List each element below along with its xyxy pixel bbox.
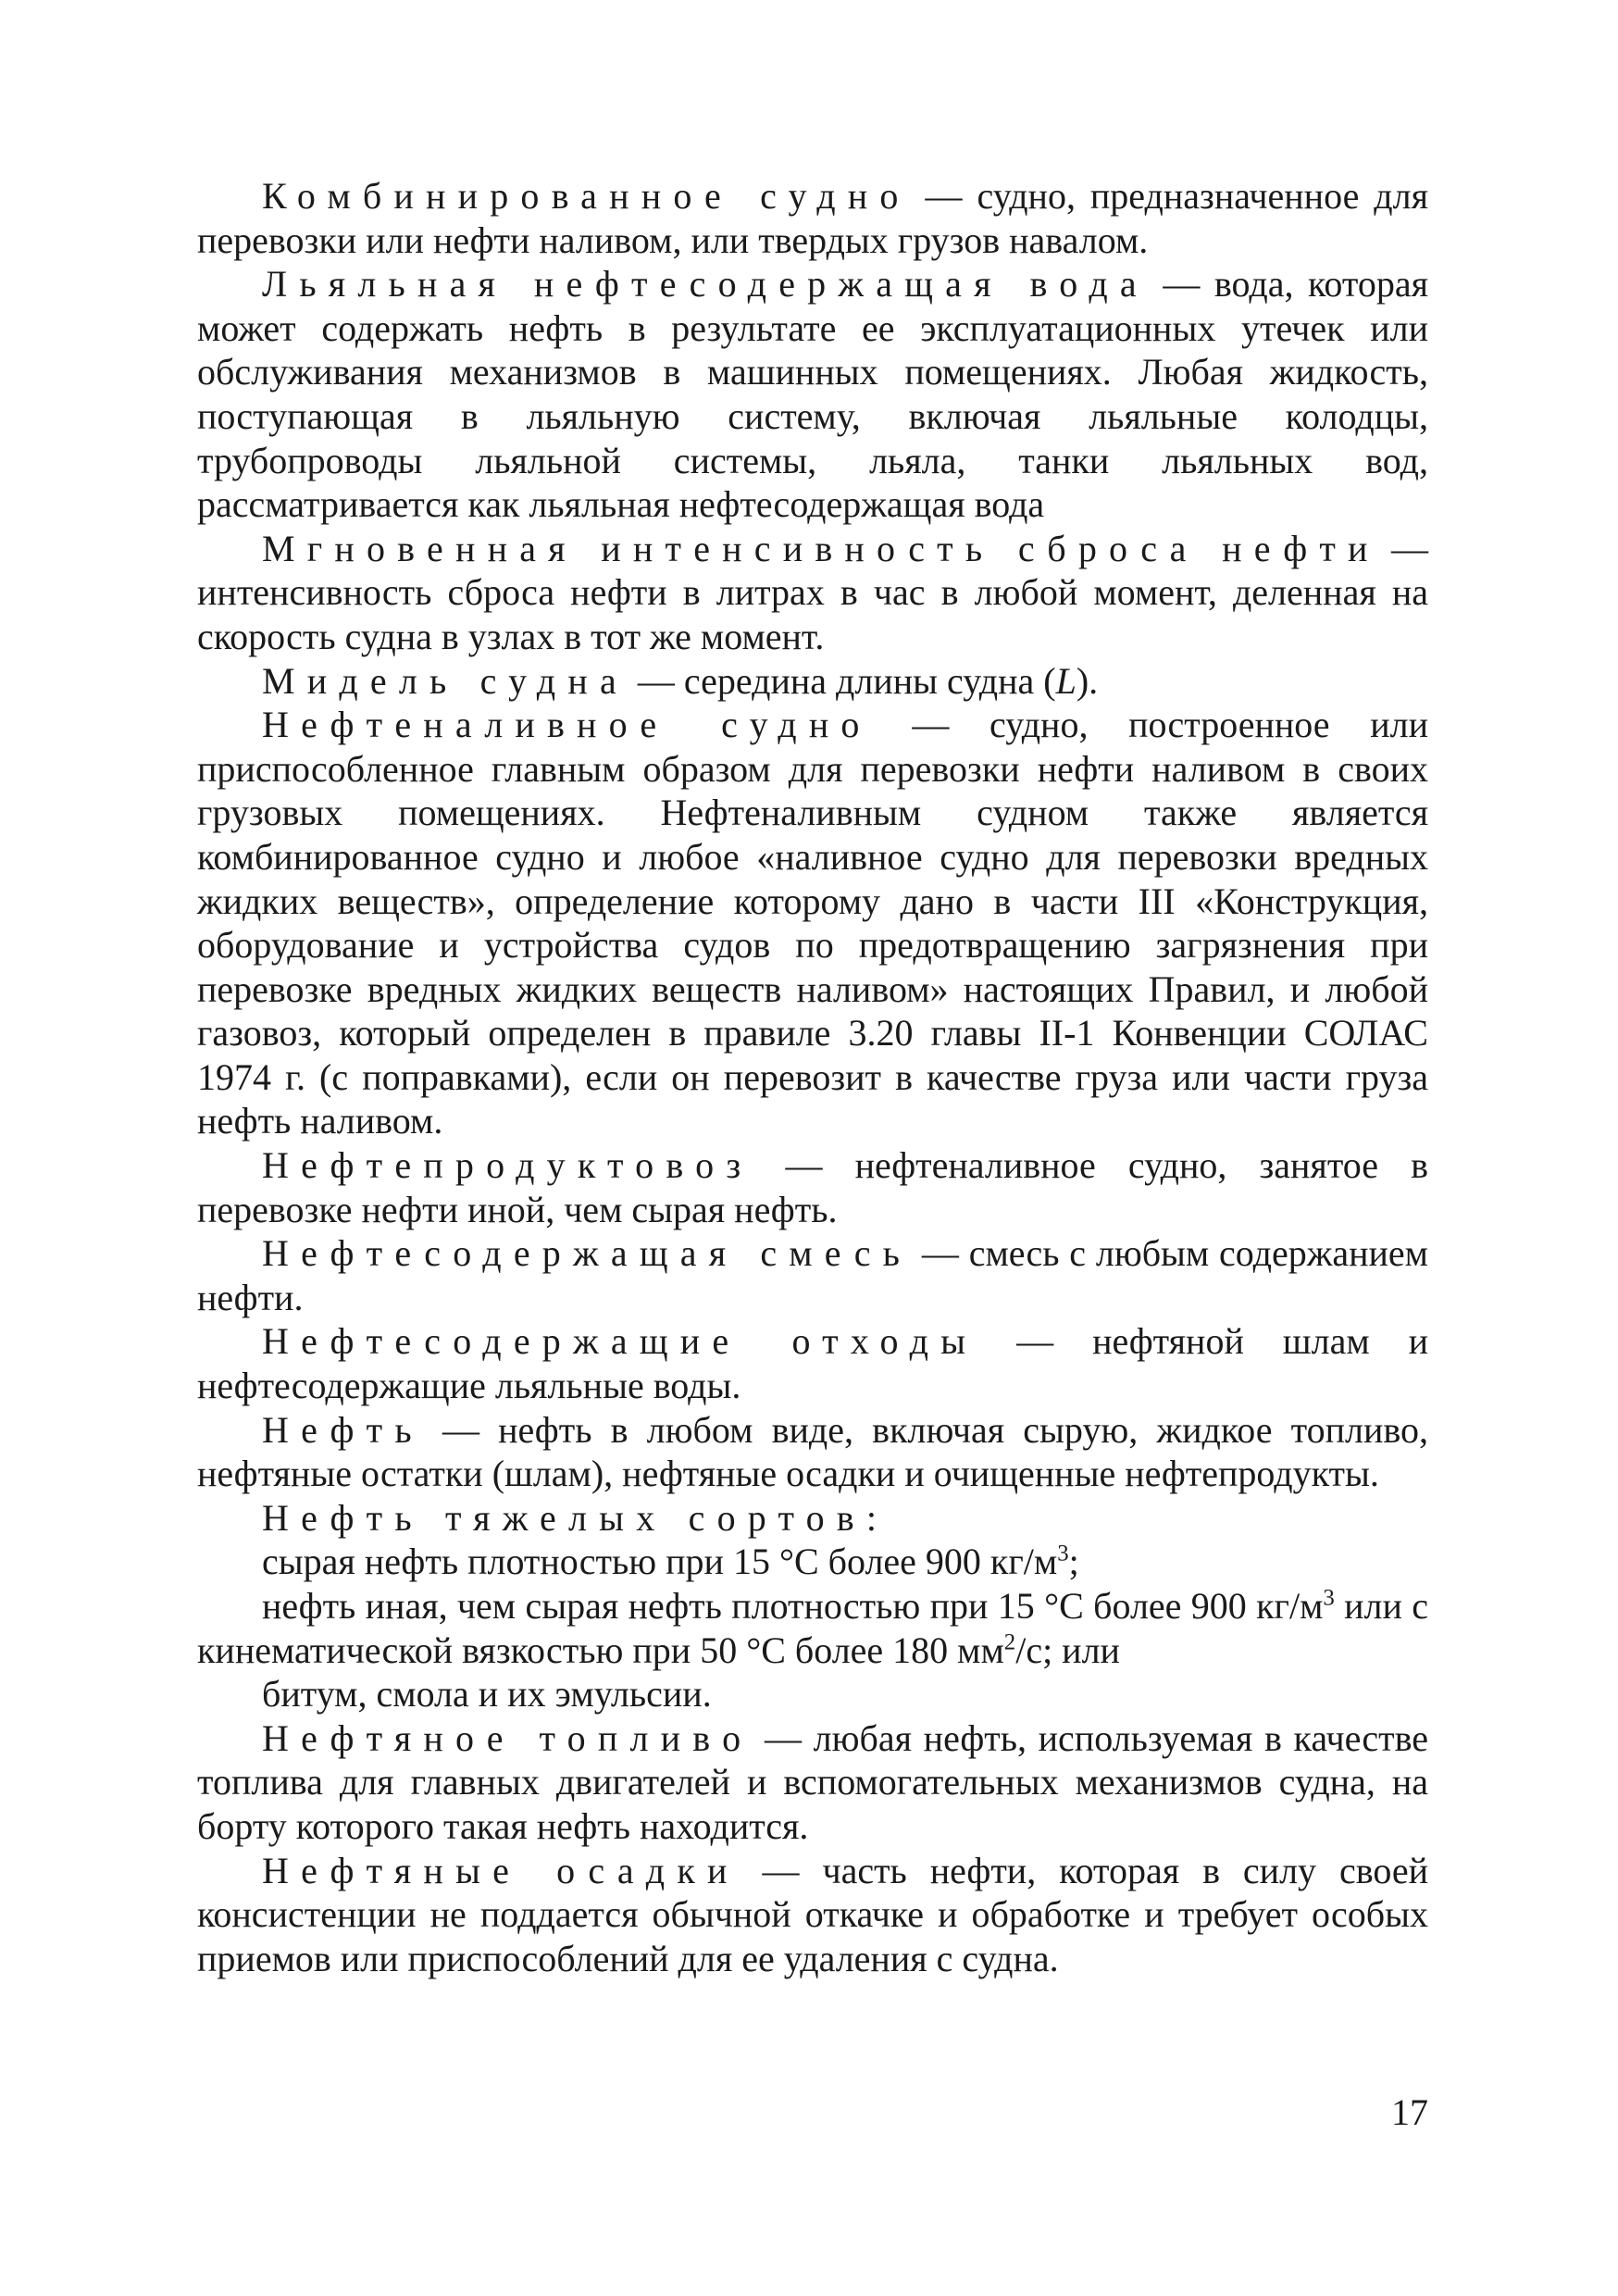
term: Мидель судна bbox=[262, 659, 629, 702]
definition: битум, смола и их эмульсии. bbox=[262, 1673, 712, 1716]
definition: — нефтеналивное судно, занятое в перевозке нефти иной, чем сырая нефть. bbox=[197, 1144, 1428, 1230]
length-symbol: L bbox=[1055, 659, 1077, 702]
paragraph-bilge-water bbox=[197, 262, 1428, 527]
definition-tail: ; bbox=[1068, 1541, 1079, 1583]
definition: сырая нефть плотностью при 15 °С более 900 кг/м bbox=[262, 1541, 1058, 1583]
definition-tail: или с кинематической вязкостью при 50 °С более 180 мм bbox=[197, 1585, 1429, 1671]
paragraph-instant-discharge-rate bbox=[197, 527, 1428, 659]
definition: — судно, предназначенное для перевозки или нефти наливом, или твердых грузов навалом. bbox=[197, 175, 1428, 261]
paragraph-product-carrier bbox=[197, 1143, 1428, 1231]
paragraph-combined-ship bbox=[197, 174, 1428, 262]
definition-tail: ). bbox=[1076, 659, 1099, 702]
definition: — середина длины судна ( bbox=[628, 659, 1056, 702]
paragraph-oily-waste bbox=[197, 1319, 1428, 1407]
term: Нефтепродуктовоз bbox=[262, 1144, 753, 1187]
superscript: 3 bbox=[1057, 1541, 1069, 1567]
paragraph-oil-fuel bbox=[197, 1716, 1428, 1849]
definition: — смесь с любым содержанием нефти. bbox=[197, 1232, 1428, 1318]
paragraph-heavy-oil-bitumen bbox=[197, 1672, 1428, 1716]
definition: — часть нефти, которая в силу своей консистенции не поддается обычной откачке и обработке и требует особых приемов или приспособлений для ее удаления с судна. bbox=[197, 1849, 1428, 1979]
definition: — нефть в любом виде, включая сырую, жидкое топливо, нефтяные остатки (шлам), нефтяные осадки и очищенные нефтепродукты. bbox=[197, 1408, 1428, 1495]
paragraph-heavy-oil-crude bbox=[197, 1540, 1428, 1584]
definition: — вода, которая может содержать нефть в результате ее эксплуатационных утечек или обслуживания механизмов в машинных помещениях. Любая жидкость, поступающая в льяльную систему, включая льяльные колодцы, трубопроводы льяльной системы, льяла, танки льяльных вод, рассматривается как льяльная нефтесодержащая вода bbox=[197, 263, 1428, 526]
paragraph-oil bbox=[197, 1408, 1428, 1496]
page-number: 17 bbox=[1391, 2091, 1428, 2133]
definition: — судно, построенное или приспособленное главным образом для перевозки нефти наливом в своих грузовых помещениях. Нефтеналивным судном также является комбинированное судно и любое «наливное судно для перевозки вредных жидких веществ», определение которому дано в части III «Конструкция, оборудование и устройства судов по предотвращению загрязнения при перевозке вредных жидких веществ наливом» настоящих Правил, и любой газовоз, который определен в правиле 3.20 главы II-1 Конвенции СОЛАС 1974 г. (с поправками), если он перевозит в качестве груза или части груза нефть наливом. bbox=[197, 704, 1428, 1142]
term: Нефть тяжелых сортов: bbox=[262, 1496, 890, 1539]
paragraph-oil-residue bbox=[197, 1849, 1428, 1981]
definition: нефть иная, чем сырая нефть плотностью при 15 °С более 900 кг/м bbox=[262, 1585, 1324, 1627]
definition: — нефтяной шлам и нефтесодержащие льяльные воды. bbox=[197, 1320, 1428, 1407]
definition: — интенсивность сброса нефти в литрах в час в любой момент, деленная на скорость судна в узлах в тот же момент. bbox=[197, 527, 1428, 657]
term: Нефтесодержащая смесь bbox=[262, 1232, 913, 1275]
term: Нефтеналивное судно bbox=[262, 704, 872, 746]
term: Нефтесодержащие отходы bbox=[262, 1320, 978, 1363]
term: Льяльная нефтесодержащая вода bbox=[262, 263, 1149, 306]
definition: — любая нефть, используемая в качестве топлива для главных двигателей и вспомогательных механизмов судна, на борту которого такая нефть находится. bbox=[197, 1716, 1428, 1847]
term: Мгновенная интенсивность сброса нефти bbox=[262, 527, 1380, 569]
paragraph-heavy-oil bbox=[197, 1496, 1428, 1541]
paragraph-midship bbox=[197, 659, 1428, 704]
paragraph-heavy-oil-other bbox=[197, 1584, 1428, 1672]
body-text bbox=[197, 174, 1428, 1980]
term: Нефть bbox=[262, 1408, 424, 1451]
term: Нефтяное топливо bbox=[262, 1716, 753, 1759]
paragraph-oil-tanker bbox=[197, 703, 1428, 1143]
definition-tail: /с; или bbox=[1015, 1628, 1120, 1671]
term: Нефтяные осадки bbox=[262, 1849, 740, 1891]
paragraph-oily-mixture bbox=[197, 1231, 1428, 1319]
term: Комбинированное судно bbox=[262, 175, 911, 217]
superscript: 2 bbox=[1003, 1629, 1016, 1655]
superscript: 3 bbox=[1323, 1585, 1335, 1611]
